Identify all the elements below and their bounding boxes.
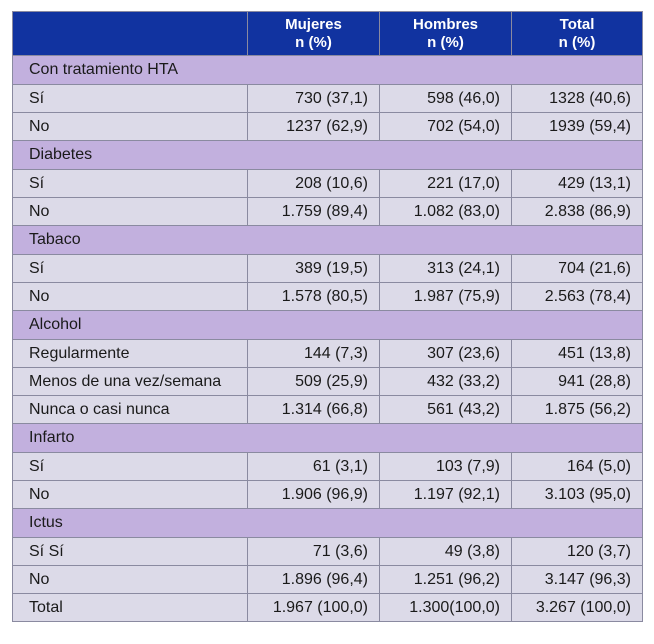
row-label: Sí: [13, 255, 248, 283]
cell-total: 3.267 (100,0): [512, 594, 643, 622]
cell-mujeres: 1.896 (96,4): [248, 566, 380, 594]
cell-total: 2.838 (86,9): [512, 198, 643, 226]
row-label: No: [13, 481, 248, 509]
table-row: [13, 283, 643, 311]
table-row: [13, 340, 643, 368]
header-row: [13, 12, 643, 56]
row-label: Menos de una vez/semana: [13, 368, 248, 396]
cell-total: 3.103 (95,0): [512, 481, 643, 509]
cell-total: 1.875 (56,2): [512, 396, 643, 424]
table-row: [13, 396, 643, 424]
header-hombres: [380, 12, 512, 56]
cell-total: 3.147 (96,3): [512, 566, 643, 594]
cell-hombres: 313 (24,1): [380, 255, 512, 283]
section-row: [13, 424, 643, 453]
cell-mujeres: 61 (3,1): [248, 453, 380, 481]
section-title: Diabetes: [13, 141, 643, 170]
cell-hombres: 432 (33,2): [380, 368, 512, 396]
cell-hombres: 1.987 (75,9): [380, 283, 512, 311]
row-label: Sí: [13, 453, 248, 481]
table-row: [13, 198, 643, 226]
cell-mujeres: 1.314 (66,8): [248, 396, 380, 424]
section-title: Infarto: [13, 424, 643, 453]
cell-hombres: 1.082 (83,0): [380, 198, 512, 226]
table-row: [13, 368, 643, 396]
cell-mujeres: 1.967 (100,0): [248, 594, 380, 622]
row-label: No: [13, 283, 248, 311]
header-mujeres: [248, 12, 380, 56]
cell-mujeres: 389 (19,5): [248, 255, 380, 283]
table-row: [13, 453, 643, 481]
row-label: No: [13, 113, 248, 141]
header-hombres-unit: n (%): [427, 33, 464, 51]
section-row: [13, 226, 643, 255]
cell-hombres: 598 (46,0): [380, 85, 512, 113]
cell-mujeres: 1.906 (96,9): [248, 481, 380, 509]
cell-mujeres: 71 (3,6): [248, 538, 380, 566]
cell-hombres: 1.300(100,0): [380, 594, 512, 622]
table-row: [13, 481, 643, 509]
table-row: [13, 566, 643, 594]
section-row: [13, 56, 643, 85]
header-mujeres-unit: n (%): [295, 33, 332, 51]
row-label: Sí: [13, 170, 248, 198]
cell-hombres: 1.251 (96,2): [380, 566, 512, 594]
header-total-name: Total: [559, 15, 595, 33]
table-row: [13, 255, 643, 283]
table-row: [13, 538, 643, 566]
cell-mujeres: 1.578 (80,5): [248, 283, 380, 311]
row-label: Nunca o casi nunca: [13, 396, 248, 424]
cell-total: 941 (28,8): [512, 368, 643, 396]
cell-mujeres: 1237 (62,9): [248, 113, 380, 141]
table-body: [13, 56, 643, 622]
cell-total: 120 (3,7): [512, 538, 643, 566]
cell-hombres: 49 (3,8): [380, 538, 512, 566]
table-row: [13, 170, 643, 198]
cell-hombres: 702 (54,0): [380, 113, 512, 141]
cell-total: 1328 (40,6): [512, 85, 643, 113]
section-title: Ictus: [13, 509, 643, 538]
total-row: [13, 594, 643, 622]
row-label: Sí: [13, 85, 248, 113]
row-label: No: [13, 566, 248, 594]
cell-hombres: 561 (43,2): [380, 396, 512, 424]
cell-mujeres: 509 (25,9): [248, 368, 380, 396]
cell-total: 2.563 (78,4): [512, 283, 643, 311]
section-row: [13, 311, 643, 340]
row-label: Total: [13, 594, 248, 622]
table-row: [13, 113, 643, 141]
row-label: Regularmente: [13, 340, 248, 368]
cell-total: 429 (13,1): [512, 170, 643, 198]
cell-hombres: 221 (17,0): [380, 170, 512, 198]
header-hombres-name: Hombres: [412, 15, 479, 33]
row-label: No: [13, 198, 248, 226]
section-title: Con tratamiento HTA: [13, 56, 643, 85]
section-row: [13, 509, 643, 538]
header-total-unit: n (%): [558, 33, 596, 51]
cell-total: 1939 (59,4): [512, 113, 643, 141]
cell-mujeres: 730 (37,1): [248, 85, 380, 113]
row-label: Sí Sí: [13, 538, 248, 566]
cell-hombres: 1.197 (92,1): [380, 481, 512, 509]
cell-mujeres: 1.759 (89,4): [248, 198, 380, 226]
cell-hombres: 307 (23,6): [380, 340, 512, 368]
header-total: [512, 12, 643, 56]
cell-total: 704 (21,6): [512, 255, 643, 283]
table-header: [13, 12, 643, 56]
cell-total: 164 (5,0): [512, 453, 643, 481]
section-title: Tabaco: [13, 226, 643, 255]
cell-total: 451 (13,8): [512, 340, 643, 368]
cell-mujeres: 144 (7,3): [248, 340, 380, 368]
cell-mujeres: 208 (10,6): [248, 170, 380, 198]
section-row: [13, 141, 643, 170]
cell-hombres: 103 (7,9): [380, 453, 512, 481]
header-mujeres-name: Mujeres: [285, 15, 342, 33]
section-title: Alcohol: [13, 311, 643, 340]
header-blank-cell: [13, 12, 248, 56]
table-row: [13, 85, 643, 113]
data-table: [12, 11, 643, 622]
